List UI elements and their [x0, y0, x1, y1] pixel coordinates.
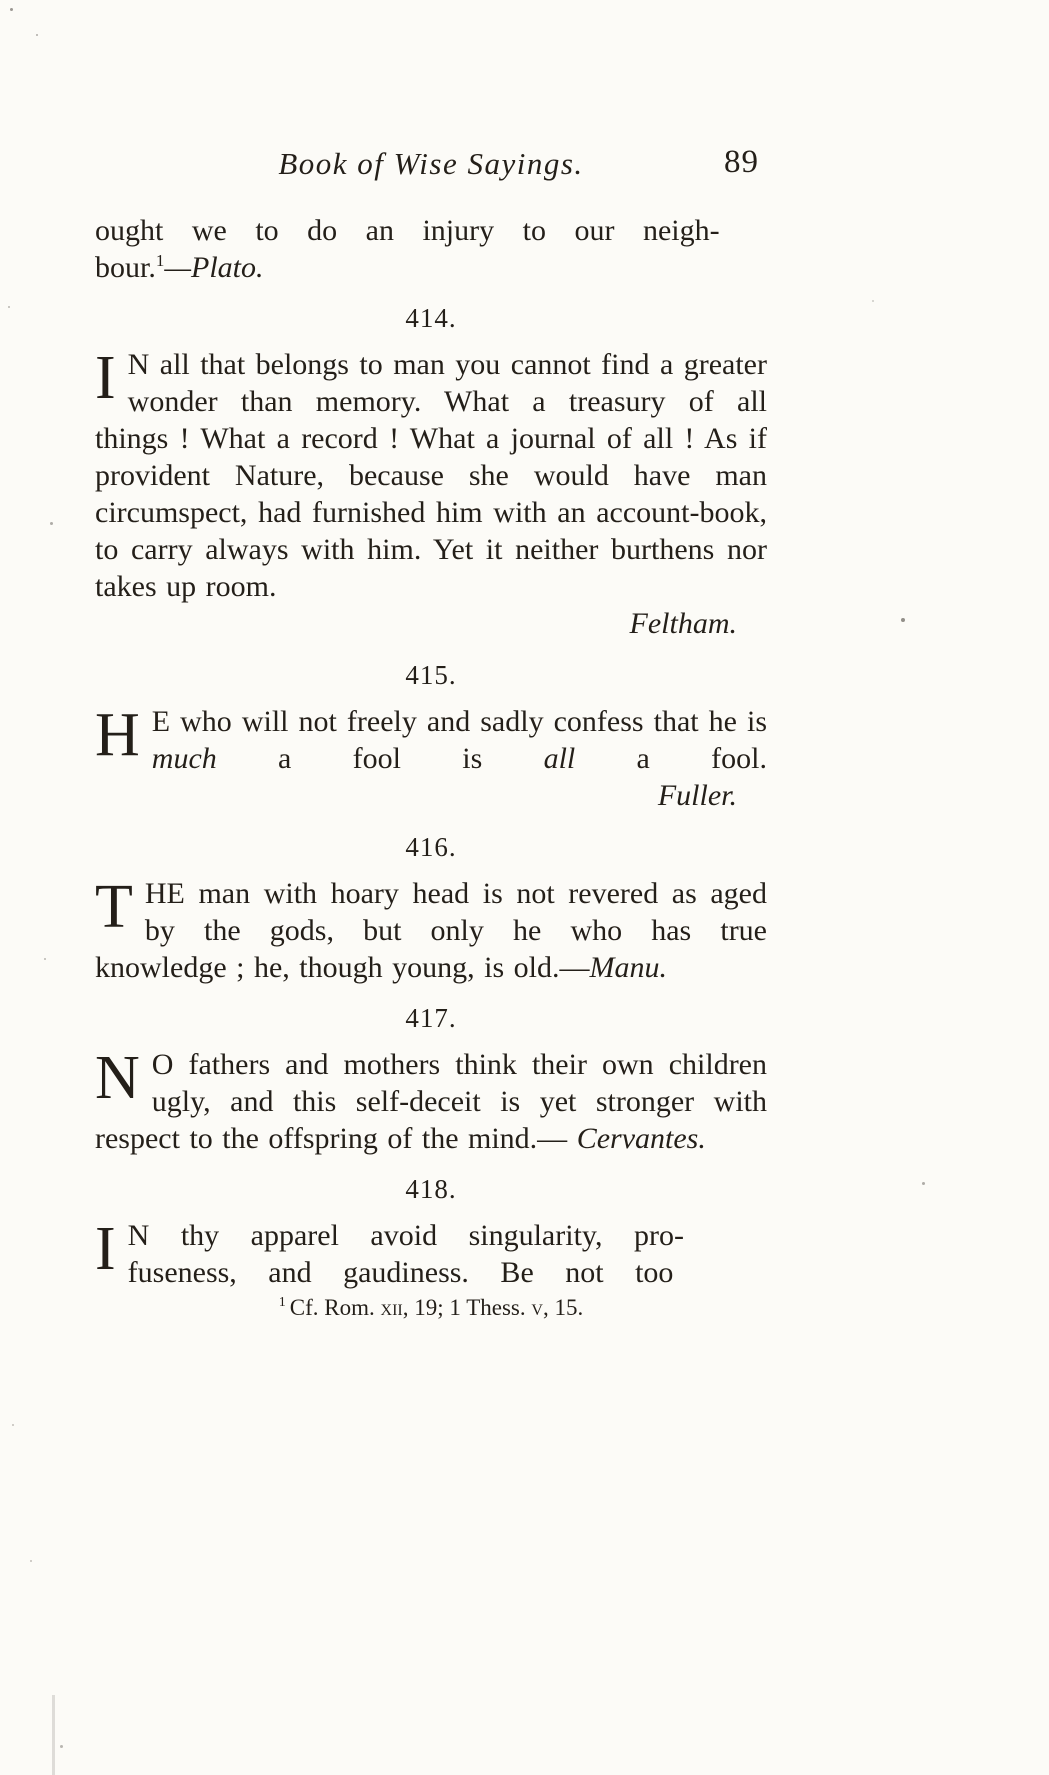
paragraph-continuation: [95, 212, 767, 286]
section-416: [95, 830, 767, 986]
section-number: 418.: [405, 1174, 457, 1204]
footnote-marker: 1: [278, 1295, 286, 1311]
footnote: [95, 1294, 767, 1322]
text-line: ought we to do an injury to our neigh-: [95, 214, 720, 247]
text-line: bour.: [95, 251, 156, 284]
scan-speckle: [50, 522, 53, 525]
scan-edge-smudge: [52, 1695, 55, 1775]
footnote-roman-numeral: xii: [380, 1295, 403, 1320]
attribution-manu: Manu.: [589, 951, 667, 984]
drop-cap: N: [95, 1044, 140, 1112]
section-text: a fool.: [575, 742, 767, 775]
scan-speckle: [10, 8, 13, 11]
section-text: a fool is: [216, 742, 544, 775]
section-number: 417.: [405, 1003, 457, 1033]
section-paragraph: [95, 1046, 767, 1157]
scan-speckle: [922, 1182, 925, 1185]
drop-cap: I: [95, 344, 116, 412]
page-header: [95, 146, 767, 190]
italic-word: all: [543, 742, 576, 775]
scan-speckle: [901, 618, 905, 622]
section-417: [95, 1001, 767, 1157]
footnote-marker: 1: [155, 251, 165, 270]
section-number: 415.: [405, 660, 457, 690]
footnote-text: Cf. Rom.: [289, 1295, 381, 1320]
section-414: [95, 301, 767, 643]
section-418: [95, 1172, 767, 1291]
scan-speckle: [12, 1424, 14, 1426]
text-line: N thy apparel avoid singularity, pro-: [127, 1219, 684, 1252]
section-415: [95, 658, 767, 815]
section-paragraph: [95, 346, 767, 605]
section-number: 414.: [405, 303, 457, 333]
section-text: HE man with hoary head is not revered as aged by the gods, but only he who has true knowledge ; he, though young, is old.—: [95, 877, 767, 984]
italic-word: much: [151, 742, 217, 775]
section-text: N all that belongs to man you cannot find a greater wonder than memory. What a treasury of all things ! What a record ! What a journal of all ! As if provident Nature, because she would have man circumspect, had furnished him with an account-book, to carry always with him. Yet it neither burthens nor takes up room.: [95, 348, 767, 603]
text-block: [95, 212, 767, 1291]
scan-speckle: [36, 34, 38, 36]
attribution-feltham: Feltham.: [629, 607, 737, 640]
attribution-cervantes: Cervantes.: [576, 1122, 706, 1155]
section-number: 416.: [405, 832, 457, 862]
attribution-plato: —Plato.: [164, 251, 264, 284]
text-line: fuseness, and gaudiness. Be not too: [127, 1256, 674, 1289]
running-title: Book of Wise Sayings.: [278, 146, 584, 181]
section-paragraph: [95, 875, 767, 986]
footnote-text: , 15.: [542, 1295, 584, 1320]
section-paragraph: [95, 1217, 767, 1291]
scan-speckle: [872, 300, 874, 302]
scan-speckle: [60, 1745, 63, 1748]
section-paragraph: [95, 703, 767, 777]
scan-speckle: [30, 1560, 32, 1562]
page-number: 89: [724, 144, 759, 180]
footnote-roman-numeral: v: [531, 1295, 543, 1320]
drop-cap: T: [95, 873, 133, 941]
scan-speckle: [8, 306, 10, 308]
section-text: O fathers and mothers think their own children ugly, and this self-deceit is yet stronger with respect to the offspring of the mind.—: [95, 1048, 767, 1155]
drop-cap: I: [95, 1215, 116, 1283]
footnote-text: , 19; 1 Thess.: [402, 1295, 532, 1320]
drop-cap: H: [95, 701, 140, 769]
section-text: E who will not freely and sadly confess that he is: [151, 705, 767, 738]
scan-speckle: [44, 958, 46, 960]
attribution-fuller: Fuller.: [657, 779, 737, 812]
